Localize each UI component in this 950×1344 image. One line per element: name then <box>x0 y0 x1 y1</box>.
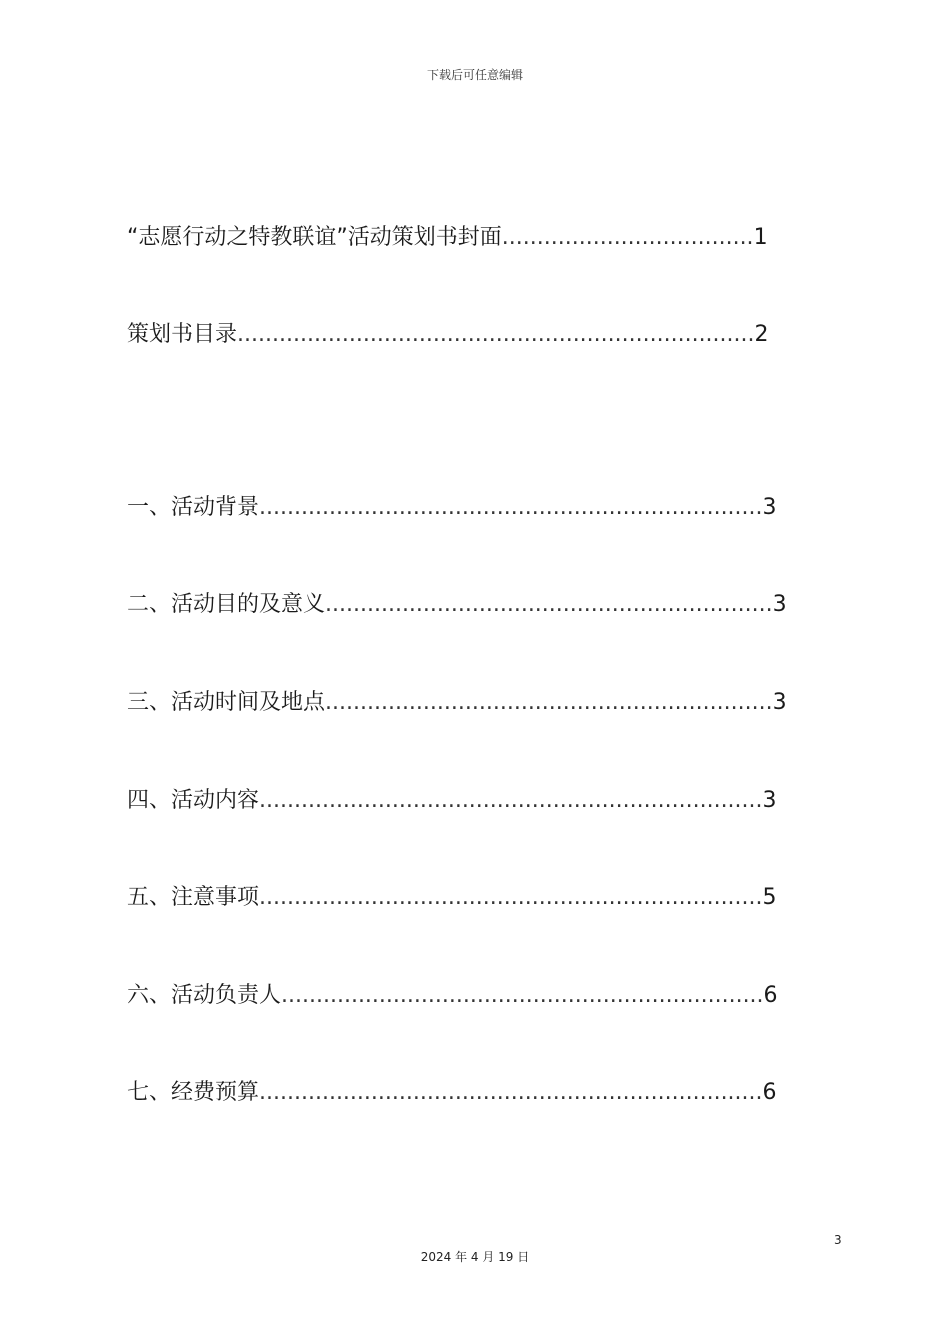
toc-entry-title: 六、活动负责人 <box>127 983 282 1008</box>
toc-entry-content[interactable] <box>127 786 777 816</box>
toc-entry-time-place[interactable] <box>127 688 787 718</box>
toc-entry-leader: ................................................................ <box>325 690 773 715</box>
toc-entry-page: 3 <box>762 495 777 520</box>
toc-entry-page: 3 <box>772 592 787 617</box>
toc-entry-page: 3 <box>762 788 777 813</box>
toc-entry-title: 四、活动内容 <box>127 788 260 813</box>
toc-entry-background[interactable] <box>127 493 777 523</box>
toc-entry-leader: ........................................................................ <box>259 788 763 813</box>
toc-entry-title: 策划书目录 <box>127 322 238 347</box>
toc-entry-leader: ........................................................................ <box>259 1080 763 1105</box>
toc-entry-title: 一、活动背景 <box>127 495 260 520</box>
footer-date: 2024 年 4 月 19 日 <box>420 1250 530 1264</box>
header-note: 下载后可任意编辑 <box>426 68 523 82</box>
toc-entry-leader: ..................................................................... <box>281 983 764 1008</box>
toc-entry-leader: ........................................................................ <box>259 495 763 520</box>
toc-entry-contents[interactable] <box>127 320 769 350</box>
toc-entry-budget[interactable] <box>127 1078 777 1108</box>
toc-entry-notes[interactable] <box>127 883 777 913</box>
toc-entry-leader: ........................................................................ <box>259 885 763 910</box>
toc-entry-title: 二、活动目的及意义 <box>127 592 326 617</box>
toc-entry-title: 三、活动时间及地点 <box>127 690 326 715</box>
toc-entry-page: 6 <box>763 983 778 1008</box>
toc-entry-title: 七、经费预算 <box>127 1080 260 1105</box>
toc-entry-leader-person[interactable] <box>127 981 778 1011</box>
toc-entry-page: 1 <box>753 225 768 250</box>
toc-entry-leader: .......................................................................... <box>237 322 755 347</box>
toc-entry-page: 2 <box>754 322 769 347</box>
toc-entry-cover[interactable] <box>127 223 768 253</box>
toc-entry-title: 五、注意事项 <box>127 885 260 910</box>
toc-entry-page: 3 <box>772 690 787 715</box>
toc-entry-page: 6 <box>762 1080 777 1105</box>
toc-entry-leader: .................................... <box>501 225 754 250</box>
toc-entry-leader: ................................................................ <box>325 592 773 617</box>
toc-entry-title: “志愿行动之特教联谊”活动策划书封面 <box>127 225 502 250</box>
page-number: 3 <box>834 1233 842 1247</box>
toc-entry-purpose[interactable] <box>127 590 787 620</box>
toc-entry-page: 5 <box>762 885 777 910</box>
